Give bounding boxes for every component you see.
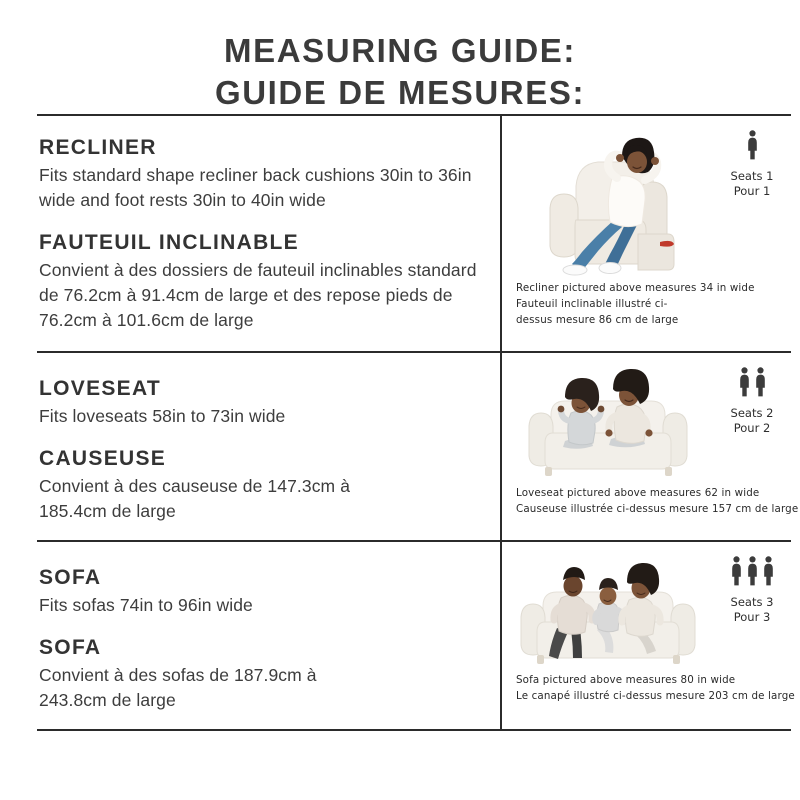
loveseat-body-fr: Convient à des causeuse de 147.3cm à 185.4cm de large: [39, 476, 351, 521]
sofa-media-top: [502, 542, 791, 668]
sofa-people-icons: [713, 552, 791, 586]
title-line-fr: GUIDE DE MESURES:: [214, 74, 586, 111]
sofa-seats-fr: Pour 3: [733, 610, 771, 624]
recliner-people-icons: [713, 126, 791, 160]
loveseat-title-en: LOVESEAT: [39, 377, 162, 400]
sofa-caption-fr: Le canapé illustré ci-dessus mesure 203 cm de large: [516, 690, 795, 702]
spacer: [39, 213, 480, 229]
loveseat-media-top: [502, 353, 791, 481]
recliner-captions: [502, 276, 791, 336]
person-icon: [730, 556, 743, 586]
sofa-seats-label: [713, 595, 791, 625]
loveseat-people-icons: [713, 363, 791, 397]
sofa-body-en: Fits sofas 74in to 96in wide: [39, 595, 253, 615]
loveseat-title-fr: CAUSEUSE: [39, 447, 167, 470]
loveseat-illustration: [513, 353, 703, 481]
loveseat-media-column: [500, 353, 799, 540]
recliner-caption-fr: Fauteuil inclinable illustré ci-dessus mesure 86 cm de large: [516, 298, 679, 326]
recliner-text-column: [37, 116, 500, 351]
recliner-seats-en: Seats 1: [730, 169, 774, 183]
person-icon: [754, 367, 767, 397]
sofa-caption-en: Sofa pictured above measures 80 in wide: [516, 674, 736, 686]
recliner-title-fr: FAUTEUIL INCLINABLE: [39, 231, 299, 254]
guide-table: [37, 114, 799, 731]
sofa-title-fr: SOFA: [39, 636, 102, 659]
recliner-title-en: RECLINER: [39, 136, 157, 159]
person-icon: [746, 556, 759, 586]
sofa-media-column: [500, 542, 795, 729]
section-sofa: [37, 542, 795, 729]
recliner-seats-label: [713, 169, 791, 199]
section-recliner: [37, 116, 791, 351]
recliner-photo: [502, 116, 713, 276]
recliner-caption-en: Recliner pictured above measures 34 in wide: [516, 282, 755, 294]
loveseat-caption-en: Loveseat pictured above measures 62 in wide: [516, 487, 760, 499]
recliner-body-en: Fits standard shape recliner back cushions 30in to 36in wide and foot rests 30in to 40in wide: [39, 165, 472, 210]
sofa-photo: [502, 542, 713, 668]
loveseat-caption-fr: Causeuse illustrée ci-dessus mesure 157 cm de large: [516, 503, 799, 515]
recliner-seats-box: [713, 116, 791, 199]
loveseat-seats-en: Seats 2: [730, 406, 774, 420]
loveseat-captions: [502, 481, 799, 525]
divider-bottom: [37, 729, 791, 731]
spacer: [39, 618, 480, 634]
recliner-seats-fr: Pour 1: [733, 184, 771, 198]
person-icon: [738, 367, 751, 397]
sofa-illustration: [513, 542, 703, 668]
sofa-body-fr: Convient à des sofas de 187.9cm à 243.8cm de large: [39, 665, 317, 710]
sofa-seats-en: Seats 3: [730, 595, 774, 609]
sofa-title-en: SOFA: [39, 566, 102, 589]
spacer: [39, 429, 480, 445]
loveseat-seats-fr: Pour 2: [733, 421, 771, 435]
sofa-captions: [502, 668, 795, 712]
recliner-media-top: [502, 116, 791, 276]
page-title: [0, 0, 800, 114]
recliner-media-column: [500, 116, 791, 351]
section-loveseat: [37, 353, 799, 540]
loveseat-photo: [502, 353, 713, 481]
loveseat-text-column: [37, 353, 500, 540]
sofa-text-column: [37, 542, 500, 729]
recliner-illustration: [518, 116, 698, 276]
person-icon: [762, 556, 775, 586]
sofa-seats-box: [713, 542, 791, 625]
title-line-en: MEASURING GUIDE:: [224, 32, 576, 69]
loveseat-seats-label: [713, 406, 791, 436]
loveseat-seats-box: [713, 353, 791, 436]
loveseat-body-en: Fits loveseats 58in to 73in wide: [39, 406, 286, 426]
recliner-body-fr: Convient à des dossiers de fauteuil inclinables standard de 76.2cm à 91.4cm de large et des repose pieds de 76.2cm à 101.6cm de large: [39, 260, 477, 330]
person-icon: [746, 130, 759, 160]
